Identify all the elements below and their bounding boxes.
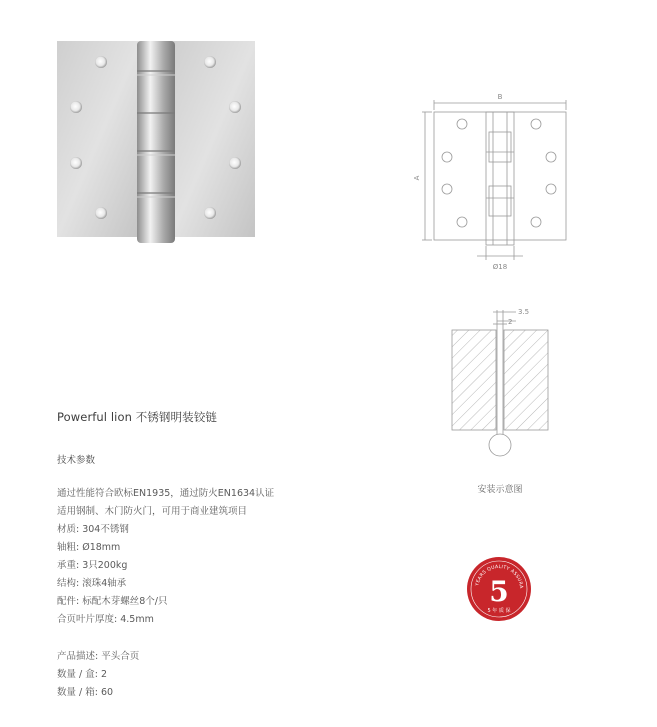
dim-35-label: 3.5 xyxy=(518,308,530,316)
spec-line: 合页叶片厚度: 4.5mm xyxy=(57,614,154,625)
spec-line: 轴粗: Ø18mm xyxy=(57,542,121,553)
dim-a-label: A xyxy=(413,175,421,181)
installation-caption: 安装示意图 xyxy=(477,485,523,495)
dim-pin-label: Ø18 xyxy=(492,263,508,271)
spec-line: 通过性能符合欧标EN1935，通过防火EN1634认证 xyxy=(57,488,275,499)
spec-line: 承重: 3只200kg xyxy=(57,560,128,571)
spec-line: 配件: 标配木芽螺丝8个/只 xyxy=(57,596,168,607)
spec-extra-line: 数量 / 箱: 60 xyxy=(57,687,114,698)
spec-heading: 技术参数 xyxy=(57,455,96,466)
spec-line: 适用钢制、木门防火门，可用于商业建筑项目 xyxy=(57,506,248,517)
dim-2-label: 2 xyxy=(508,318,513,326)
badge-bottom-text: 5 年 质 保 xyxy=(487,608,511,614)
hinge-front-drawing xyxy=(405,88,585,278)
badge-arc-text: YEARS QUALITY ASSURA xyxy=(475,564,524,589)
installation-section-drawing xyxy=(440,302,560,472)
dim-b-label: B xyxy=(497,93,503,101)
spec-line: 材质: 304不锈钢 xyxy=(57,524,129,535)
badge-number: 5 xyxy=(489,575,509,608)
spec-line: 结构: 滚珠4轴承 xyxy=(57,578,127,589)
hinge-product-photo xyxy=(57,41,255,243)
spec-extra-line: 产品描述: 平头合页 xyxy=(57,651,140,662)
five-year-warranty-badge xyxy=(466,556,532,622)
product-title: Powerful lion 不锈钢明装铰链 xyxy=(57,410,217,424)
spec-extra-line: 数量 / 盒: 2 xyxy=(57,669,108,680)
